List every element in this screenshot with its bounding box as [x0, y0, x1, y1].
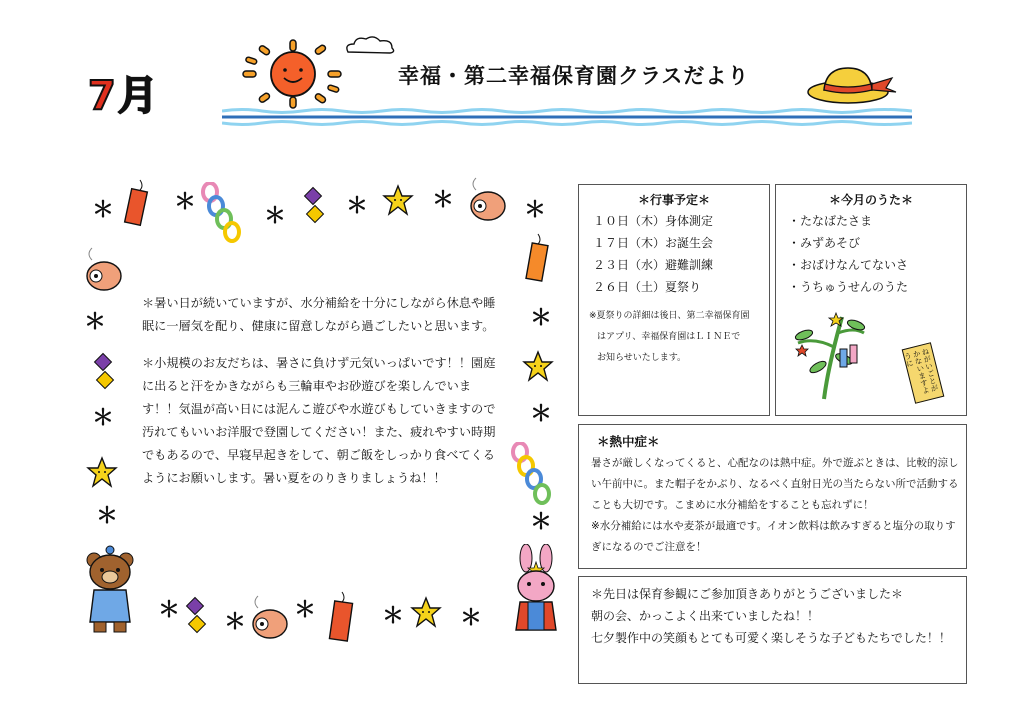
- month-number: 7: [88, 73, 118, 119]
- asterisk-deco: ＊: [346, 194, 369, 219]
- asterisk-deco: ＊: [530, 510, 553, 535]
- star-icon: [522, 350, 554, 382]
- wave-divider-bottom: [222, 120, 912, 126]
- page-title: 幸福・第二幸福保育園クラスだより: [398, 64, 750, 88]
- asterisk-deco: ＊: [524, 198, 547, 223]
- diamond-icon: [180, 596, 212, 636]
- asterisk-deco: ＊: [174, 190, 197, 215]
- events-note-line: お知らせいたします。: [597, 353, 687, 363]
- heatstroke-body: [579, 453, 966, 558]
- asterisk-deco: ＊: [432, 188, 455, 213]
- thanks-line: 朝の会、かっこよく出来ていましたね！！: [591, 609, 820, 623]
- thanks-content: [579, 577, 966, 649]
- rabbit-character-icon: [508, 544, 564, 640]
- straw-hat-icon: [802, 60, 900, 106]
- songs-list: [776, 210, 966, 298]
- paper-chain-icon: [508, 442, 560, 510]
- star-icon: [382, 184, 414, 216]
- event-item: １０日（木）身体測定: [593, 214, 714, 228]
- wish-text: ねがいごとがかないますように: [902, 346, 940, 395]
- heatstroke-title: ＊熱中症＊: [597, 434, 660, 449]
- asterisk-deco: ＊: [294, 598, 317, 623]
- song-item: ・おばけなんてないさ: [788, 258, 909, 272]
- asterisk-deco: ＊: [382, 604, 405, 629]
- bear-character-icon: [80, 544, 140, 636]
- asterisk-deco: ＊: [530, 402, 553, 427]
- main-paragraph-1: ＊暑い日が続いていますが、水分補給を十分にしながら休息や睡眠に一層気を配り、健康に留意しながら過ごしたいと思います。: [142, 296, 496, 333]
- month-heading: [88, 64, 160, 121]
- month-kanji: 月: [117, 73, 160, 119]
- thanks-title: ＊先日は保育参観にご参加頂きありがとうございました＊: [591, 587, 904, 601]
- asterisk-deco: ＊: [92, 198, 115, 223]
- asterisk-deco: ＊: [224, 610, 247, 635]
- paper-chain-icon: [198, 182, 250, 248]
- cloud-icon: [342, 34, 398, 56]
- mosquito-coil-pig-icon: [248, 592, 292, 642]
- song-item: ・うちゅうせんのうた: [788, 280, 909, 294]
- asterisk-deco: ＊: [264, 204, 287, 229]
- asterisk-deco: ＊: [530, 306, 553, 331]
- song-item: ・みずあそび: [788, 236, 861, 250]
- asterisk-deco: ＊: [92, 406, 115, 431]
- asterisk-deco: ＊: [96, 504, 119, 529]
- wish-tanzaku: [902, 342, 945, 404]
- sun-icon: [240, 38, 350, 110]
- events-title: ＊行事予定＊: [637, 193, 710, 207]
- event-item: ２３日（水）避難訓練: [593, 258, 714, 272]
- bamboo-icon: [784, 307, 870, 403]
- songs-title: ＊今月のうた＊: [828, 193, 913, 207]
- star-icon: [410, 596, 442, 628]
- thanks-line: 七夕製作中の笑顔もとても可愛く楽しそうな子どもたちでした！！: [591, 631, 951, 645]
- events-note-line: はアプリ、幸福保育園はＬＩＮＥで: [597, 332, 741, 342]
- events-note-line: ※夏祭りの詳細は後日、第二幸福保育園: [589, 311, 750, 321]
- heatstroke-text: 暑さが厳しくなってくると、心配なのは熱中症。外で遊ぶときは、比較的涼しい午前中に。また帽子をかぶり、なるべく直射日光の当たらない所で活動することも大切です。こまめに水分補給をすることも忘れずに！: [591, 457, 959, 511]
- diamond-icon: [298, 186, 330, 226]
- mosquito-coil-pig-icon: [466, 174, 510, 224]
- heatstroke-box: [578, 424, 967, 569]
- events-list: [579, 210, 769, 298]
- event-item: ２６日（土）夏祭り: [593, 280, 702, 294]
- tanzaku-icon: [522, 232, 552, 284]
- thanks-box: [578, 576, 967, 684]
- main-message: [142, 292, 502, 504]
- asterisk-deco: ＊: [460, 606, 483, 631]
- star-icon: [86, 456, 118, 488]
- song-item: ・たなばたさま: [788, 214, 873, 228]
- event-item: １７日（木）お誕生会: [593, 236, 714, 250]
- asterisk-deco: ＊: [158, 598, 181, 623]
- songs-box: [775, 184, 967, 416]
- asterisk-deco: ＊: [84, 310, 107, 335]
- heatstroke-note: ※水分補給には水や麦茶が最適です。イオン飲料は飲みすぎると塩分の取りすぎになるのでご注意を！: [591, 520, 956, 553]
- main-paragraph-2: ＊小規模のお友だちは、暑さに負けず元気いっぱいです！！園庭に出ると汗をかきながらも三輪車やお砂遊びを楽しんでいます！！気温が高い日には泥んこ遊びや水遊びもしていきますので汚れてもいいお洋服で登園してください！また、疲れやすい時期でもあるので、早寝早起きをして、朝ご飯をしっかり食べてくるようにお願いします。暑い夏をのりきりましょうね！！: [142, 356, 496, 485]
- tanzaku-icon: [324, 590, 358, 646]
- tanzaku-icon: [122, 178, 152, 228]
- events-note: [579, 306, 769, 369]
- diamond-icon: [88, 352, 120, 392]
- mosquito-coil-pig-icon: [82, 244, 126, 294]
- events-box: [578, 184, 770, 416]
